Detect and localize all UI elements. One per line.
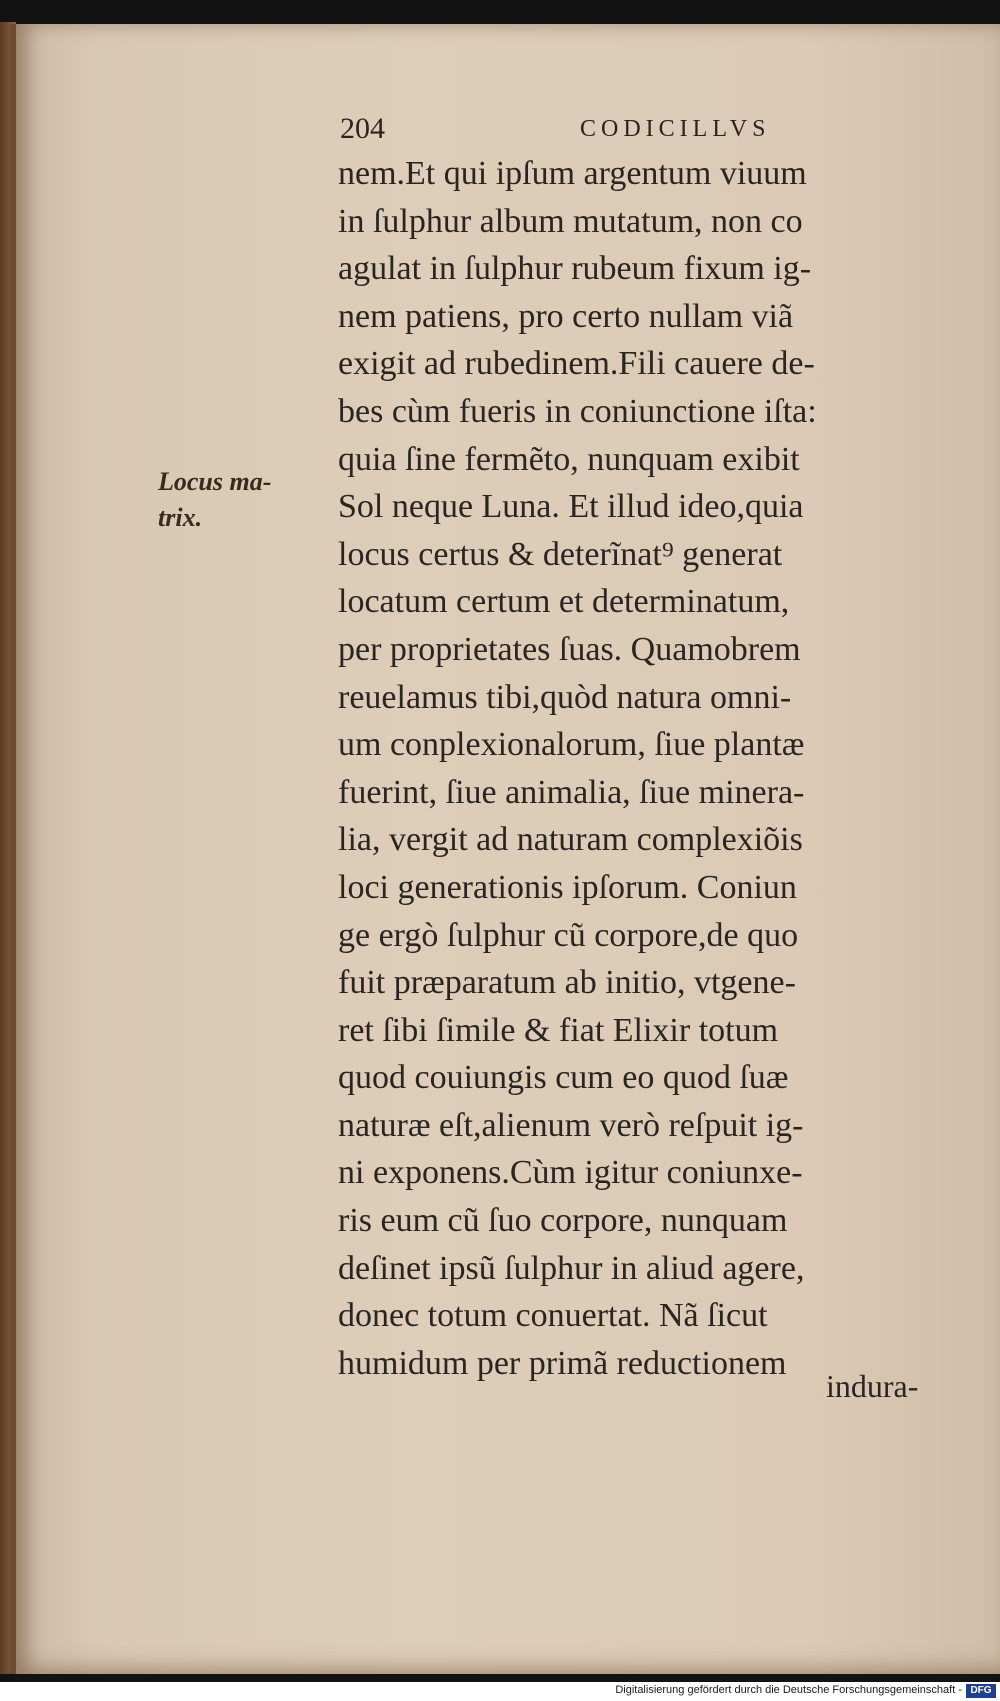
running-head bbox=[340, 112, 850, 152]
marginal-note bbox=[158, 464, 338, 536]
text-line: ge ergò ſulphur cũ corpore,de quo bbox=[338, 916, 799, 954]
text-line: naturæ eſt,alienum verò reſpuit ig- bbox=[338, 1106, 804, 1144]
text-line: um conplexionalorum, ſiue plantæ bbox=[338, 726, 805, 764]
text-line: loci generationis ipſorum. Coniun bbox=[338, 868, 797, 906]
text-line: quod couiungis cum eo quod ſuæ bbox=[338, 1059, 789, 1097]
text-line: locatum certum et determinatum, bbox=[338, 583, 790, 621]
text-line: locus certus & deterĩnat⁹ generat bbox=[338, 535, 783, 573]
digitization-footer bbox=[0, 1682, 1000, 1701]
text-line: bes cùm fueris in coniunctione iſta: bbox=[338, 392, 817, 430]
text-line: ni exponens.Cùm igitur coniunxe- bbox=[338, 1154, 803, 1192]
text-line: agulat in ſulphur rubeum fixum ig- bbox=[338, 250, 812, 288]
text-line: ret ſibi ſimile & fiat Elixir totum bbox=[338, 1011, 779, 1049]
text-line: deſinet ipsũ ſulphur in aliud agere, bbox=[338, 1249, 805, 1287]
text-line: lia, vergit ad naturam complexiõis bbox=[338, 821, 803, 859]
marginal-note-line: trix. bbox=[158, 503, 203, 532]
running-title: CODICILLVS bbox=[580, 116, 771, 142]
dfg-logo-icon: DFG bbox=[966, 1684, 996, 1698]
text-line: nem patiens, pro certo nullam viã bbox=[338, 297, 794, 335]
main-text bbox=[338, 150, 958, 1387]
marginal-note-line: Locus ma- bbox=[158, 467, 272, 496]
page-number: 204 bbox=[340, 112, 385, 145]
text-line: in ſulphur album mutatum, non co bbox=[338, 202, 803, 240]
text-line: fuit præparatum ab initio, vtgene- bbox=[338, 964, 796, 1002]
text-line: Sol neque Luna. Et illud ideo,quia bbox=[338, 488, 804, 526]
text-line: quia ſine fermẽto, nunquam exibit bbox=[338, 440, 800, 478]
text-line: per proprietates ſuas. Quamobrem bbox=[338, 630, 801, 668]
text-line: humidum per primã reductionem bbox=[338, 1344, 787, 1382]
text-line: donec totum conuertat. Nã ſicut bbox=[338, 1297, 768, 1335]
text-line: exigit ad rubedinem.Fili cauere de- bbox=[338, 345, 815, 383]
catchword: indura- bbox=[826, 1368, 919, 1404]
text-line: reuelamus tibi,quòd natura omni- bbox=[338, 678, 792, 716]
text-line: ris eum cũ ſuo corpore, nunquam bbox=[338, 1202, 788, 1240]
text-line: nem.Et qui ipſum argentum viuum bbox=[338, 155, 807, 192]
footer-credit-text: Digitalisierung gefördert durch die Deutsche Forschungsgemeinschaft - bbox=[615, 1684, 962, 1696]
text-line: fuerint, ſiue animalia, ſiue minera- bbox=[338, 773, 805, 811]
